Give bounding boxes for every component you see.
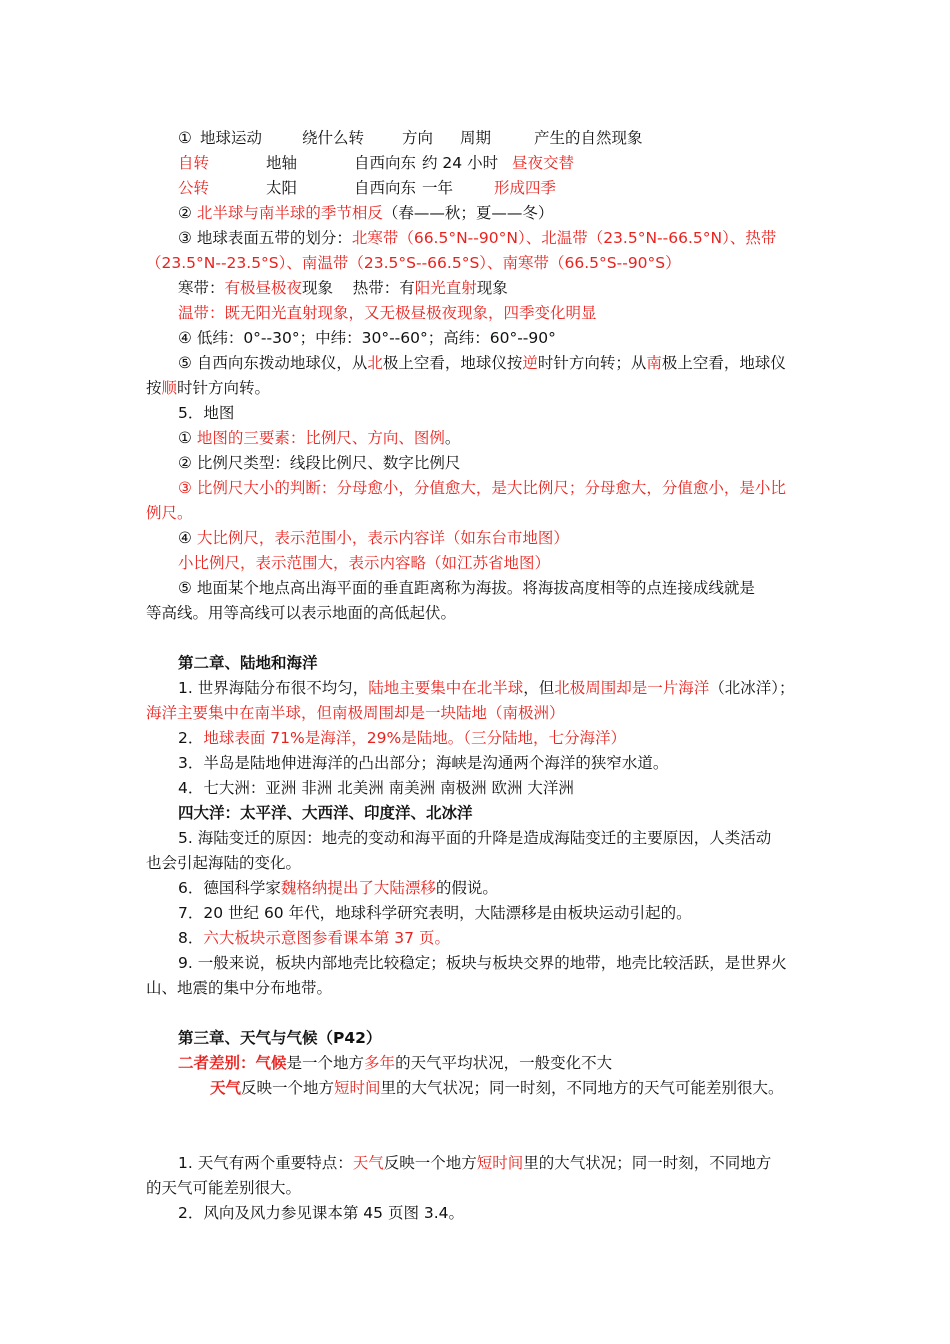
text-line: 山、地震的集中分布地带。 [146, 979, 333, 997]
header-period: 周期 [460, 129, 492, 147]
chapter-title: 第三章、天气与气候（P42） [178, 1029, 382, 1047]
cell-period: 一年 [422, 179, 454, 197]
text-line: 4．七大洲：亚洲 非洲 北美洲 南美洲 南极洲 欧洲 大洋洲 [178, 779, 574, 797]
text-line: 3．半岛是陆地伸进海洋的凸出部分；海峡是沟通两个海洋的狭窄水道。 [178, 754, 669, 772]
text-line: 8．六大板块示意图参看课本第 37 页。 [178, 929, 450, 947]
header-axis: 绕什么转 [302, 129, 365, 147]
text-line: ④ 大比例尺，表示范围小，表示内容详（如东台市地图） [178, 529, 569, 547]
cell-axis: 太阳 [266, 179, 298, 197]
text-line: 5．地图 [178, 404, 235, 422]
text-line: 6．德国科学家魏格纳提出了大陆漂移的假说。 [178, 879, 498, 897]
text-line: 等高线。用等高线可以表示地面的高低起伏。 [146, 604, 457, 622]
text-line: 5. 海陆变迁的原因：地壳的变动和海平面的升降是造成海陆变迁的主要原因，人类活动 [178, 829, 772, 847]
circled-number: ① [178, 129, 192, 147]
text-line: 寒带：有极昼极夜现象 热带：有阳光直射现象 [178, 279, 508, 297]
text-line: 2．风向及风力参见课本第 45 页图 3.4。 [178, 1204, 465, 1222]
text-line: 1. 天气有两个重要特点：天气反映一个地方短时间里的大气状况；同一时刻，不同地方 [178, 1154, 772, 1172]
cell-period: 约 24 小时 [422, 154, 499, 172]
text-line: 按顺时针方向转。 [146, 379, 271, 397]
cell-phenomenon: 形成四季 [494, 179, 557, 197]
cell-axis: 地轴 [266, 154, 298, 172]
chapter-title: 第二章、陆地和海洋 [178, 654, 318, 672]
text-line: 例尺。 [146, 504, 193, 522]
cell-direction: 自西向东 [354, 179, 417, 197]
text-line: 2．地球表面 71%是海洋，29%是陆地。（三分陆地，七分海洋） [178, 729, 626, 747]
cell-motion: 公转 [178, 179, 210, 197]
text-line: ② 比例尺类型：线段比例尺、数字比例尺 [178, 454, 461, 472]
text-line: ③ 地球表面五带的划分：北寒带（66.5°N--90°N）、北温带（23.5°N--66.5°N）、热带 [178, 229, 777, 247]
header-direction: 方向 [402, 129, 434, 147]
text-line: ① 地图的三要素：比例尺、方向、图例。 [178, 429, 461, 447]
header-motion: 地球运动 [200, 129, 263, 147]
text-line: ③ 比例尺大小的判断：分母愈小，分值愈大，是大比例尺；分母愈大，分值愈小，是小比 [178, 479, 786, 497]
text-line: 温带：既无阳光直射现象，又无极昼极夜现象，四季变化明显 [178, 304, 597, 322]
cell-phenomenon: 昼夜交替 [512, 154, 575, 172]
cell-motion: 自转 [178, 154, 210, 172]
text-line: （23.5°N--23.5°S）、南温带（23.5°S--66.5°S）、南寒带（66.5°S--90°S） [146, 254, 681, 272]
text-line: 1. 世界海陆分布很不均匀，陆地主要集中在北半球，但北极周围却是一片海洋（北冰洋）； [178, 679, 795, 697]
text-line: 7．20 世纪 60 年代，地球科学研究表明，大陆漂移是由板块运动引起的。 [178, 904, 692, 922]
text-line: ④ 低纬：0°--30°；中纬：30°--60°；高纬：60°--90° [178, 329, 556, 347]
cell-direction: 自西向东 [354, 154, 417, 172]
text-line: ⑤ 自西向东拨动地球仪，从北极上空看，地球仪按逆时针方向转；从南极上空看，地球仪 [178, 354, 786, 372]
text-line: 9. 一般来说，板块内部地壳比较稳定；板块与板块交界的地带，地壳比较活跃，是世界火 [178, 954, 787, 972]
text-line: 四大洋：太平洋、大西洋、印度洋、北冰洋 [178, 804, 473, 822]
text-line: ② 北半球与南半球的季节相反（春——秋；夏——冬） [178, 204, 554, 222]
text-line: 天气反映一个地方短时间里的大气状况；同一时刻，不同地方的天气可能差别很大。 [210, 1079, 784, 1097]
table-row-revolution [178, 178, 818, 198]
text-line: 小比例尺，表示范围大，表示内容略（如江苏省地图） [178, 554, 551, 572]
table-header-row [178, 128, 818, 148]
text-line: ⑤ 地面某个地点高出海平面的垂直距离称为海拔。将海拔高度相等的点连接成线就是 [178, 579, 755, 597]
text-line: 二者差别：气候是一个地方多年的天气平均状况，一般变化不大 [178, 1054, 613, 1072]
text-line: 也会引起海陆的变化。 [146, 854, 302, 872]
text-line: 的天气可能差别很大。 [146, 1179, 302, 1197]
table-row-rotation [178, 153, 818, 173]
header-phenomenon: 产生的自然现象 [534, 129, 643, 147]
text-line: 海洋主要集中在南半球，但南极周围却是一块陆地（南极洲） [146, 704, 565, 722]
